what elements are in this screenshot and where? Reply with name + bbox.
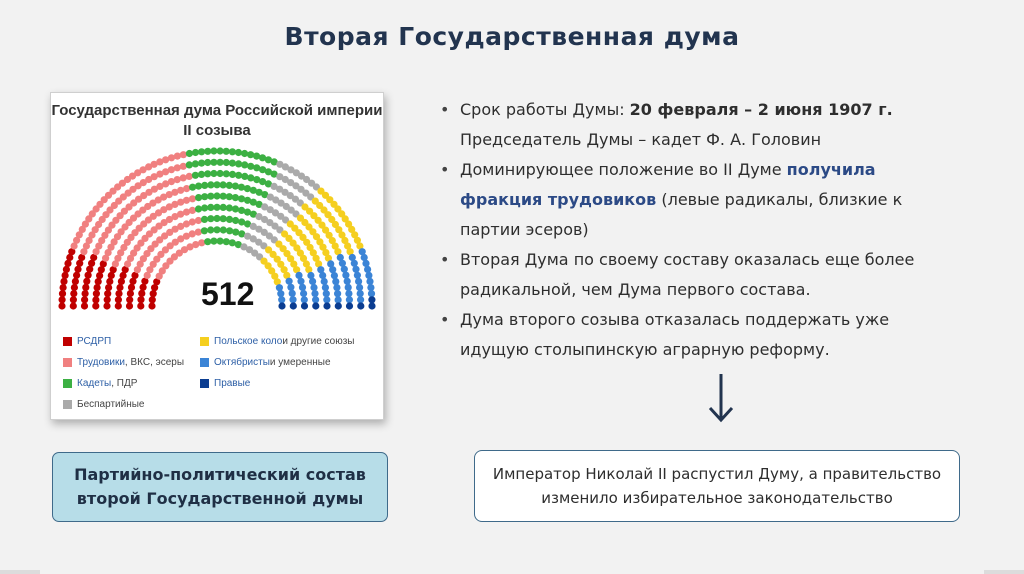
seat-2 (223, 159, 230, 166)
seat-total: 512 (201, 276, 255, 312)
seat-2 (241, 161, 248, 168)
legend-label-rest: , ПДР (111, 378, 138, 389)
seat-2 (201, 216, 208, 223)
footer-bar-right (984, 570, 1024, 574)
seat-0 (81, 296, 88, 303)
legend-label-rest: и другие союзы (282, 336, 355, 347)
chart-title-text: Государственная дума Российской империи II созыва (51, 102, 383, 139)
seat-5 (287, 284, 294, 291)
legend-item (63, 336, 111, 347)
seat-0 (60, 284, 67, 291)
seat-0 (82, 284, 89, 291)
seat-2 (238, 195, 245, 202)
seat-2 (226, 227, 233, 234)
seat-2 (213, 215, 220, 222)
legend-link[interactable]: Польское коло (214, 336, 283, 347)
seat-2 (223, 170, 230, 177)
seat-2 (189, 184, 196, 191)
seat-2 (223, 148, 230, 155)
legend-link[interactable]: Октябристы (214, 357, 270, 368)
seat-5 (286, 278, 293, 285)
seat-5 (367, 284, 374, 291)
seat-2 (226, 216, 233, 223)
seat-2 (226, 204, 233, 211)
seat-5 (301, 296, 308, 303)
seat-2 (201, 204, 208, 211)
seat-5 (321, 278, 328, 285)
legend-swatch (63, 337, 72, 346)
seat-0 (59, 296, 66, 303)
seat-5 (299, 284, 306, 291)
seat-1 (189, 218, 196, 225)
seat-5 (331, 272, 338, 279)
seat-0 (137, 296, 144, 303)
seat-1 (198, 239, 205, 246)
seat-2 (192, 160, 199, 167)
seat-2 (226, 182, 233, 189)
seat-2 (232, 205, 239, 212)
seat-0 (95, 278, 102, 285)
dissolution-box-text: Император Николай II распустил Думу, а правительство изменило избирательное законодательство (492, 465, 942, 507)
seat-1 (186, 173, 193, 180)
seat-2 (220, 181, 227, 188)
seat-0 (149, 296, 156, 303)
seat-1 (189, 230, 196, 237)
seat-5 (277, 290, 284, 297)
seat-2 (235, 160, 242, 167)
seat-0 (104, 296, 111, 303)
seat-0 (72, 278, 79, 285)
seat-5 (323, 290, 330, 297)
legend-item (200, 378, 250, 389)
seat-2 (217, 159, 224, 166)
seat-1 (180, 174, 187, 181)
legend-swatch (63, 400, 72, 409)
seat-2 (232, 194, 239, 201)
seat-0 (128, 284, 135, 291)
seat-0 (127, 290, 134, 297)
seat-2 (207, 193, 214, 200)
seat-2 (220, 215, 227, 222)
seat-1 (189, 207, 196, 214)
seat-5 (357, 290, 364, 297)
duma-chart (50, 92, 384, 420)
seat-0 (94, 284, 101, 291)
seat-2 (220, 226, 227, 233)
seat-6 (290, 302, 297, 309)
seat-6 (312, 302, 319, 309)
seat-5 (300, 290, 307, 297)
seat-2 (207, 204, 214, 211)
seat-1 (195, 217, 202, 224)
seat-2 (192, 172, 199, 179)
legend-link[interactable]: Трудовики (77, 357, 125, 368)
seat-5 (276, 284, 283, 291)
seat-0 (106, 278, 113, 285)
seat-6 (335, 302, 342, 309)
legend-link[interactable]: Кадеты (77, 378, 112, 389)
legend-link[interactable]: Правые (214, 378, 251, 389)
seat-2 (195, 205, 202, 212)
seat-2 (201, 193, 208, 200)
seat-2 (204, 159, 211, 166)
seat-5 (357, 296, 364, 303)
seat-5 (310, 284, 317, 291)
seat-0 (70, 290, 77, 297)
seat-2 (241, 173, 248, 180)
seat-2 (235, 149, 242, 156)
seat-2 (241, 150, 248, 157)
seat-5 (319, 272, 326, 279)
seat-2 (213, 192, 220, 199)
seat-0 (62, 272, 69, 279)
seat-5 (278, 296, 285, 303)
seat-0 (70, 302, 77, 309)
seat-5 (352, 266, 359, 273)
seat-2 (210, 159, 217, 166)
seat-6 (278, 302, 285, 309)
seat-0 (140, 284, 147, 291)
seat-5 (366, 278, 373, 285)
seat-0 (59, 290, 66, 297)
seat-2 (247, 163, 254, 170)
legend-swatch (63, 358, 72, 367)
seat-2 (232, 229, 239, 236)
seat-2 (220, 204, 227, 211)
seat-1 (195, 229, 202, 236)
seat-1 (180, 151, 187, 158)
seat-2 (186, 150, 193, 157)
footer-bar-left (0, 570, 40, 574)
seat-2 (247, 151, 254, 158)
seat-5 (355, 278, 362, 285)
seat-6 (346, 302, 353, 309)
seat-0 (104, 290, 111, 297)
seat-2 (195, 194, 202, 201)
seat-2 (204, 170, 211, 177)
seat-5 (342, 272, 349, 279)
seat-0 (115, 296, 122, 303)
seat-5 (346, 296, 353, 303)
seat-2 (213, 204, 220, 211)
composition-box (52, 452, 388, 522)
seat-2 (195, 183, 202, 190)
seat-5 (333, 284, 340, 291)
seat-2 (207, 215, 214, 222)
seat-2 (207, 226, 214, 233)
seat-5 (344, 278, 351, 285)
seat-2 (192, 149, 199, 156)
bullet-item: • Доминирующее положение во II Думе получила фракция трудовиков (левые радикалы, близкие к партии эсеров) (440, 155, 960, 245)
composition-box-text: Партийно-политический состав второй Государственной думы (74, 465, 366, 508)
seat-2 (238, 184, 245, 191)
bullet-item: • Вторая Дума по своему составу оказалась еще более радикальной, чем Дума первого состава. (440, 245, 960, 305)
seat-1 (183, 185, 190, 192)
seat-0 (116, 284, 123, 291)
seat-5 (289, 296, 296, 303)
legend-item (200, 336, 354, 347)
seat-6 (323, 302, 330, 309)
seat-5 (297, 278, 304, 285)
seat-0 (126, 296, 133, 303)
bullet-item: • Срок работы Думы: 20 февраля – 2 июня 1907 г. Председатель Думы – кадет Ф. А. Головин (440, 95, 960, 155)
legend-item (63, 378, 137, 389)
legend-swatch (63, 379, 72, 388)
seat-6 (368, 302, 375, 309)
seat-0 (92, 296, 99, 303)
seat-2 (226, 193, 233, 200)
seat-2 (229, 160, 236, 167)
seat-1 (180, 163, 187, 170)
seat-5 (309, 278, 316, 285)
legend-item (200, 357, 331, 368)
seat-0 (137, 302, 144, 309)
dissolution-box (474, 450, 960, 522)
seat-2 (210, 238, 217, 245)
bullet-item: • Дума второго созыва отказалась поддержать уже идущую столыпинскую аграрную реформу. (440, 305, 960, 365)
seat-0 (58, 302, 65, 309)
seat-5 (332, 278, 339, 285)
seat-0 (70, 296, 77, 303)
seat-0 (105, 284, 112, 291)
seat-0 (126, 302, 133, 309)
legend-label-rest: и умеренные (269, 357, 331, 368)
seat-2 (201, 227, 208, 234)
legend-label-rest: , ВКС, эсеры (124, 357, 185, 368)
seat-2 (232, 183, 239, 190)
bullet-list (440, 95, 960, 365)
seat-5 (354, 272, 361, 279)
seat-0 (83, 278, 90, 285)
seat-5 (311, 290, 318, 297)
seat-2 (198, 148, 205, 155)
seat-5 (365, 272, 372, 279)
seat-1 (174, 164, 181, 171)
seat-0 (93, 290, 100, 297)
legend-label: РСДРП (77, 336, 112, 347)
seat-2 (201, 182, 208, 189)
seat-5 (323, 296, 330, 303)
seat-2 (217, 170, 224, 177)
seat-1 (174, 153, 181, 160)
seat-2 (186, 161, 193, 168)
seat-5 (368, 290, 375, 297)
seat-5 (345, 284, 352, 291)
seat-0 (81, 302, 88, 309)
arrow-down-icon (706, 372, 736, 424)
legend-swatch (200, 337, 209, 346)
seat-2 (235, 172, 242, 179)
seat-0 (60, 278, 67, 285)
seat-2 (213, 226, 220, 233)
seat-0 (138, 290, 145, 297)
seat-5 (345, 290, 352, 297)
legend-swatch (200, 358, 209, 367)
seat-5 (322, 284, 329, 291)
seat-0 (115, 290, 122, 297)
seat-0 (71, 284, 78, 291)
seat-2 (229, 148, 236, 155)
seat-6 (301, 302, 308, 309)
seat-1 (189, 195, 196, 202)
seat-0 (148, 302, 155, 309)
seat-0 (115, 302, 122, 309)
seat-2 (232, 217, 239, 224)
seat-1 (183, 197, 190, 204)
seat-5 (334, 290, 341, 297)
legend-item (63, 399, 144, 410)
slide-title: Вторая Государственная дума (284, 22, 740, 51)
seat-5 (356, 284, 363, 291)
seat-6 (368, 296, 375, 303)
seat-2 (198, 160, 205, 167)
seat-2 (217, 238, 224, 245)
seat-6 (357, 302, 364, 309)
seat-0 (82, 290, 89, 297)
seat-5 (312, 296, 319, 303)
seat-0 (103, 302, 110, 309)
seat-2 (223, 238, 230, 245)
seat-2 (220, 193, 227, 200)
seat-5 (289, 290, 296, 297)
seat-2 (229, 171, 236, 178)
seat-0 (73, 272, 80, 279)
seat-2 (210, 147, 217, 154)
seat-2 (210, 170, 217, 177)
legend-item (63, 357, 184, 368)
seat-0 (150, 290, 157, 297)
seat-2 (198, 171, 205, 178)
legend-label: Беспартийные (77, 399, 145, 410)
seat-5 (364, 266, 371, 273)
legend-swatch (200, 379, 209, 388)
seat-2 (204, 238, 211, 245)
